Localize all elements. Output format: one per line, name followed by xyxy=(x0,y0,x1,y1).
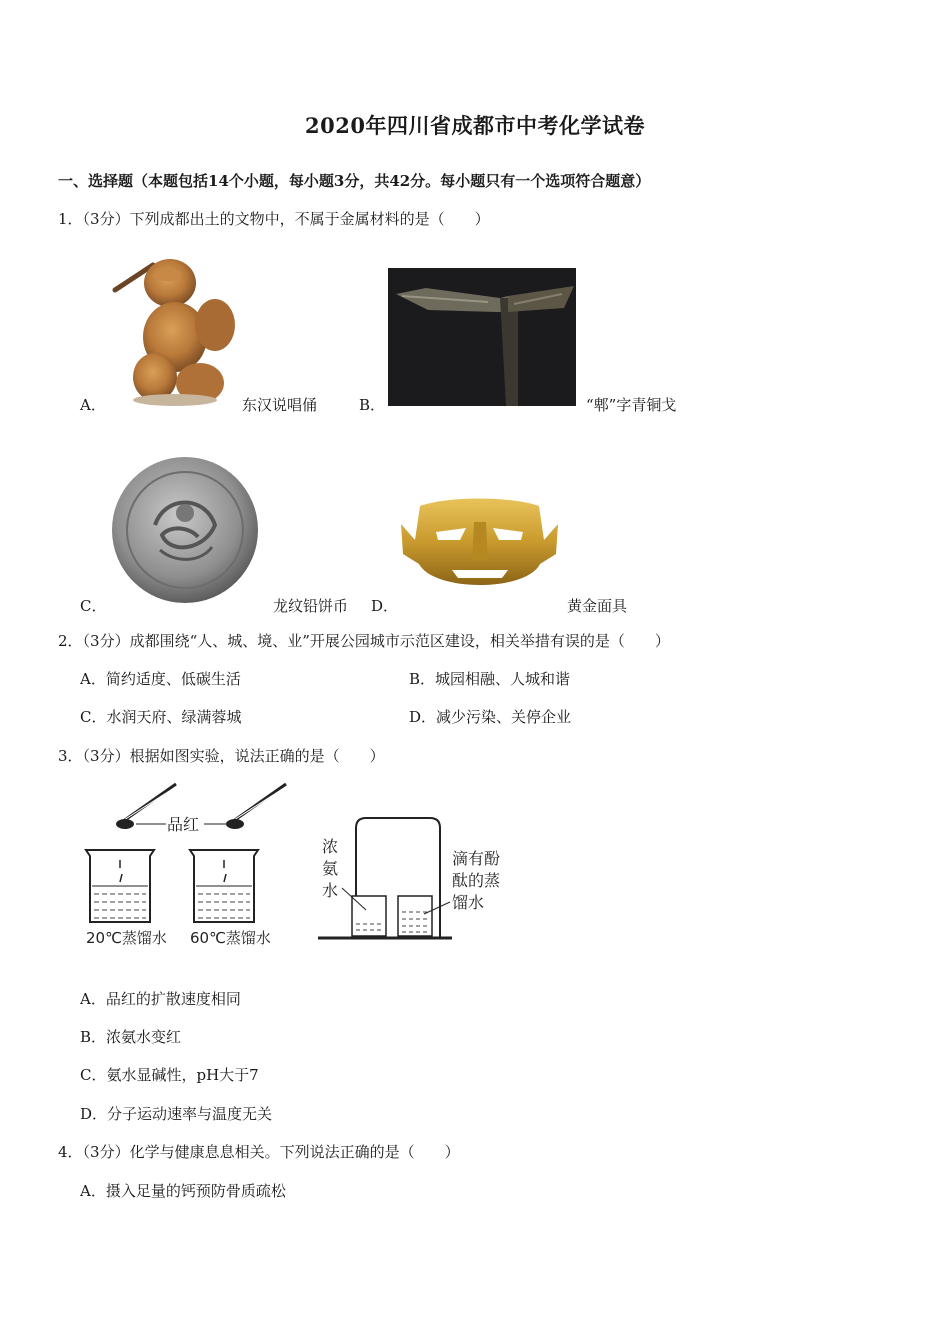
pinhong-label: 品红 xyxy=(167,815,200,834)
q2-option-c: C．水润天府、绿满蓉城 xyxy=(80,708,242,726)
ammonia-label-3: 水 xyxy=(322,881,339,900)
q2-option-b: B．城园相融、人城和谐 xyxy=(409,670,571,688)
phenolphthalein-label-3: 馏水 xyxy=(452,893,485,912)
q3-option-a: A．品红的扩散速度相同 xyxy=(80,990,241,1008)
page-title: 2020年四川省成都市中考化学试卷 xyxy=(305,113,645,138)
gold-mask-image xyxy=(398,492,561,602)
q3-option-d: D．分子运动速率与温度无关 xyxy=(80,1105,273,1123)
ammonia-label-2: 氨 xyxy=(322,859,339,878)
option-d-caption: 黄金面具 xyxy=(567,597,628,615)
experiment-diagram xyxy=(80,778,520,953)
question-4-stem: 4．（3分）化学与健康息息相关。下列说法正确的是（ ） xyxy=(58,1143,460,1161)
beaker-20c-label: 20℃蒸馏水 xyxy=(86,929,167,947)
coin-image xyxy=(110,455,260,605)
q3-option-b: B．浓氨水变红 xyxy=(80,1028,182,1046)
option-b-letter: B． xyxy=(359,396,386,414)
phenolphthalein-label-2: 酞的蒸 xyxy=(452,871,501,890)
option-c-letter: C． xyxy=(80,597,107,615)
q3-option-c: C．氨水显碱性，pH大于7 xyxy=(80,1066,259,1084)
question-2-stem: 2．（3分）成都围绕“人、城、境、业”开展公园城市示范区建设，相关举措有误的是（ ） xyxy=(58,632,670,650)
option-b-caption: “郫”字青铜戈 xyxy=(586,396,677,414)
beaker-60c-label: 60℃蒸馏水 xyxy=(190,929,271,947)
option-a-caption: 东汉说唱俑 xyxy=(242,396,318,414)
option-d-letter: D． xyxy=(371,597,399,615)
phenolphthalein-label-1: 滴有酚 xyxy=(452,849,501,868)
q2-option-a: A．简约适度、低碳生活 xyxy=(80,670,241,688)
section-heading: 一、选择题（本题包括14个小题，每小题3分，共42分。每小题只有一个选项符合题意） xyxy=(58,172,651,190)
option-c-caption: 龙纹铅饼币 xyxy=(273,597,349,615)
question-3-stem: 3．（3分）根据如图实验，说法正确的是（ ） xyxy=(58,747,385,765)
q2-option-d: D．减少污染、关停企业 xyxy=(409,708,572,726)
q4-option-a: A．摄入足量的钙预防骨质疏松 xyxy=(80,1182,286,1200)
figurine-image xyxy=(105,245,240,407)
ammonia-label-1: 浓 xyxy=(322,837,339,856)
option-a-letter: A． xyxy=(80,396,106,414)
bronze-ge-image xyxy=(388,268,576,406)
question-1-stem: 1．（3分）下列成都出土的文物中，不属于金属材料的是（ ） xyxy=(58,210,490,228)
